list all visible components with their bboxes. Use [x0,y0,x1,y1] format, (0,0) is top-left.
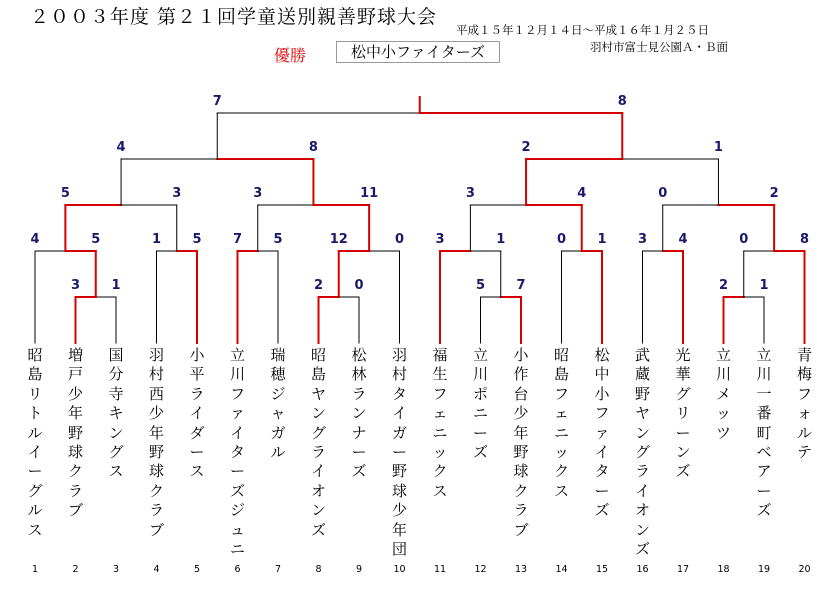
team-name-18: 立川メッツ [715,346,731,442]
champion-label: 優勝 [274,46,307,65]
team-number-14: 14 [555,564,568,575]
score-r0c-left: 5 [475,278,486,293]
team-number-11: 11 [433,564,447,575]
team-name-9: 松林ランナーズ [351,346,367,481]
score-r1h-left: 0 [739,232,749,247]
score-r3b-left: 2 [521,140,531,155]
champion-team-box: 松中小ファイターズ [336,41,500,63]
page-title: ２００３年度 第２１回学童送別親善野球大会 [30,6,438,28]
team-number-4: 4 [153,564,160,575]
score-r1g-left: 3 [637,232,648,247]
tournament-venue: 羽村市富士見公園Ａ・Ｂ面 [590,40,728,54]
score-r2a-left: 5 [60,186,70,201]
team-name-20: 青梅フォルテ [796,346,812,462]
team-name-5: 小平ライダース [189,346,205,481]
score-r1g-right: 4 [678,232,688,247]
team-number-20: 20 [798,564,811,575]
tournament-dates: 平成１５年１２月１４日～平成１６年１月２５日 [456,23,709,37]
score-r0b-right: 0 [354,278,364,293]
score-r1a-left: 4 [30,232,40,247]
team-number-12: 12 [474,564,487,575]
team-name-12: 立川ポニーズ [472,346,488,462]
score-r1c-right: 5 [273,232,283,247]
score-r1d-right: 0 [394,232,405,247]
team-number-16: 16 [636,564,649,575]
team-number-8: 8 [315,564,322,575]
score-r2c-right: 4 [577,186,587,201]
score-r2c-left: 3 [465,186,475,201]
score-r0a-right: 1 [111,278,121,293]
team-number-3: 3 [112,564,120,575]
team-name-14: 昭島フェニックス [553,346,569,500]
score-r1e-right: 1 [496,232,506,247]
score-r3a-right: 8 [308,140,318,155]
team-number-15: 15 [595,564,609,575]
score-r2b-left: 3 [253,186,263,201]
score-final-left: 7 [212,94,222,109]
score-r3a-left: 4 [116,140,126,155]
team-name-3: 国分寺キングス [108,346,124,481]
team-name-10: 羽村タイガー野球少年団 [391,346,407,558]
team-number-9: 9 [355,564,363,575]
team-name-15: 松中小ファイターズ [594,346,610,520]
team-number-1: 1 [31,564,39,575]
score-r0b-left: 2 [313,278,324,293]
team-number-13: 13 [514,564,528,575]
score-r1d-left: 12 [329,232,348,247]
score-r1f-left: 0 [556,232,567,247]
team-name-13: 小作台少年野球クラブ [513,346,529,539]
score-r2d-right: 2 [769,186,779,201]
team-name-7: 瑞穂ジャガル [270,346,286,462]
team-number-18: 18 [717,564,730,575]
team-name-8: 昭島ヤングライオンズ [310,346,326,539]
score-r1e-left: 3 [435,232,445,247]
team-number-19: 19 [757,564,771,575]
team-name-2: 増戸少年野球クラブ [67,346,83,520]
score-r2d-left: 0 [658,186,668,201]
team-number-2: 2 [72,564,79,575]
team-name-16: 武蔵野ヤングライオンズ [634,346,650,558]
team-number-10: 10 [393,564,406,575]
score-r1c-left: 7 [232,232,243,247]
score-r0a-left: 3 [70,278,81,293]
team-name-19: 立川一番町ベアーズ [756,346,772,520]
score-r1h-right: 8 [799,232,810,247]
team-name-1: 昭島リトルイーグルス [27,346,43,539]
score-r1a-right: 5 [91,232,101,247]
team-name-11: 福生フェニックス [432,346,448,500]
score-r1f-right: 1 [597,232,607,247]
team-name-4: 羽村西少年野球クラブ [148,346,164,539]
team-number-17: 17 [676,564,690,575]
team-number-6: 6 [234,564,241,575]
score-r0c-right: 7 [516,278,526,293]
score-r2b-right: 11 [360,186,379,201]
team-number-7: 7 [274,564,282,575]
score-r2a-right: 3 [172,186,182,201]
team-number-5: 5 [193,564,201,575]
team-name-6: 立川ファイターズジュニ [229,346,245,558]
score-r1b-left: 1 [151,232,162,247]
score-r3b-right: 1 [713,140,723,155]
score-r0d-left: 2 [718,278,729,293]
score-final-right: 8 [617,94,627,109]
team-name-17: 光華グリーンズ [675,346,691,481]
score-r1b-right: 5 [192,232,202,247]
score-r0d-right: 1 [759,278,769,293]
